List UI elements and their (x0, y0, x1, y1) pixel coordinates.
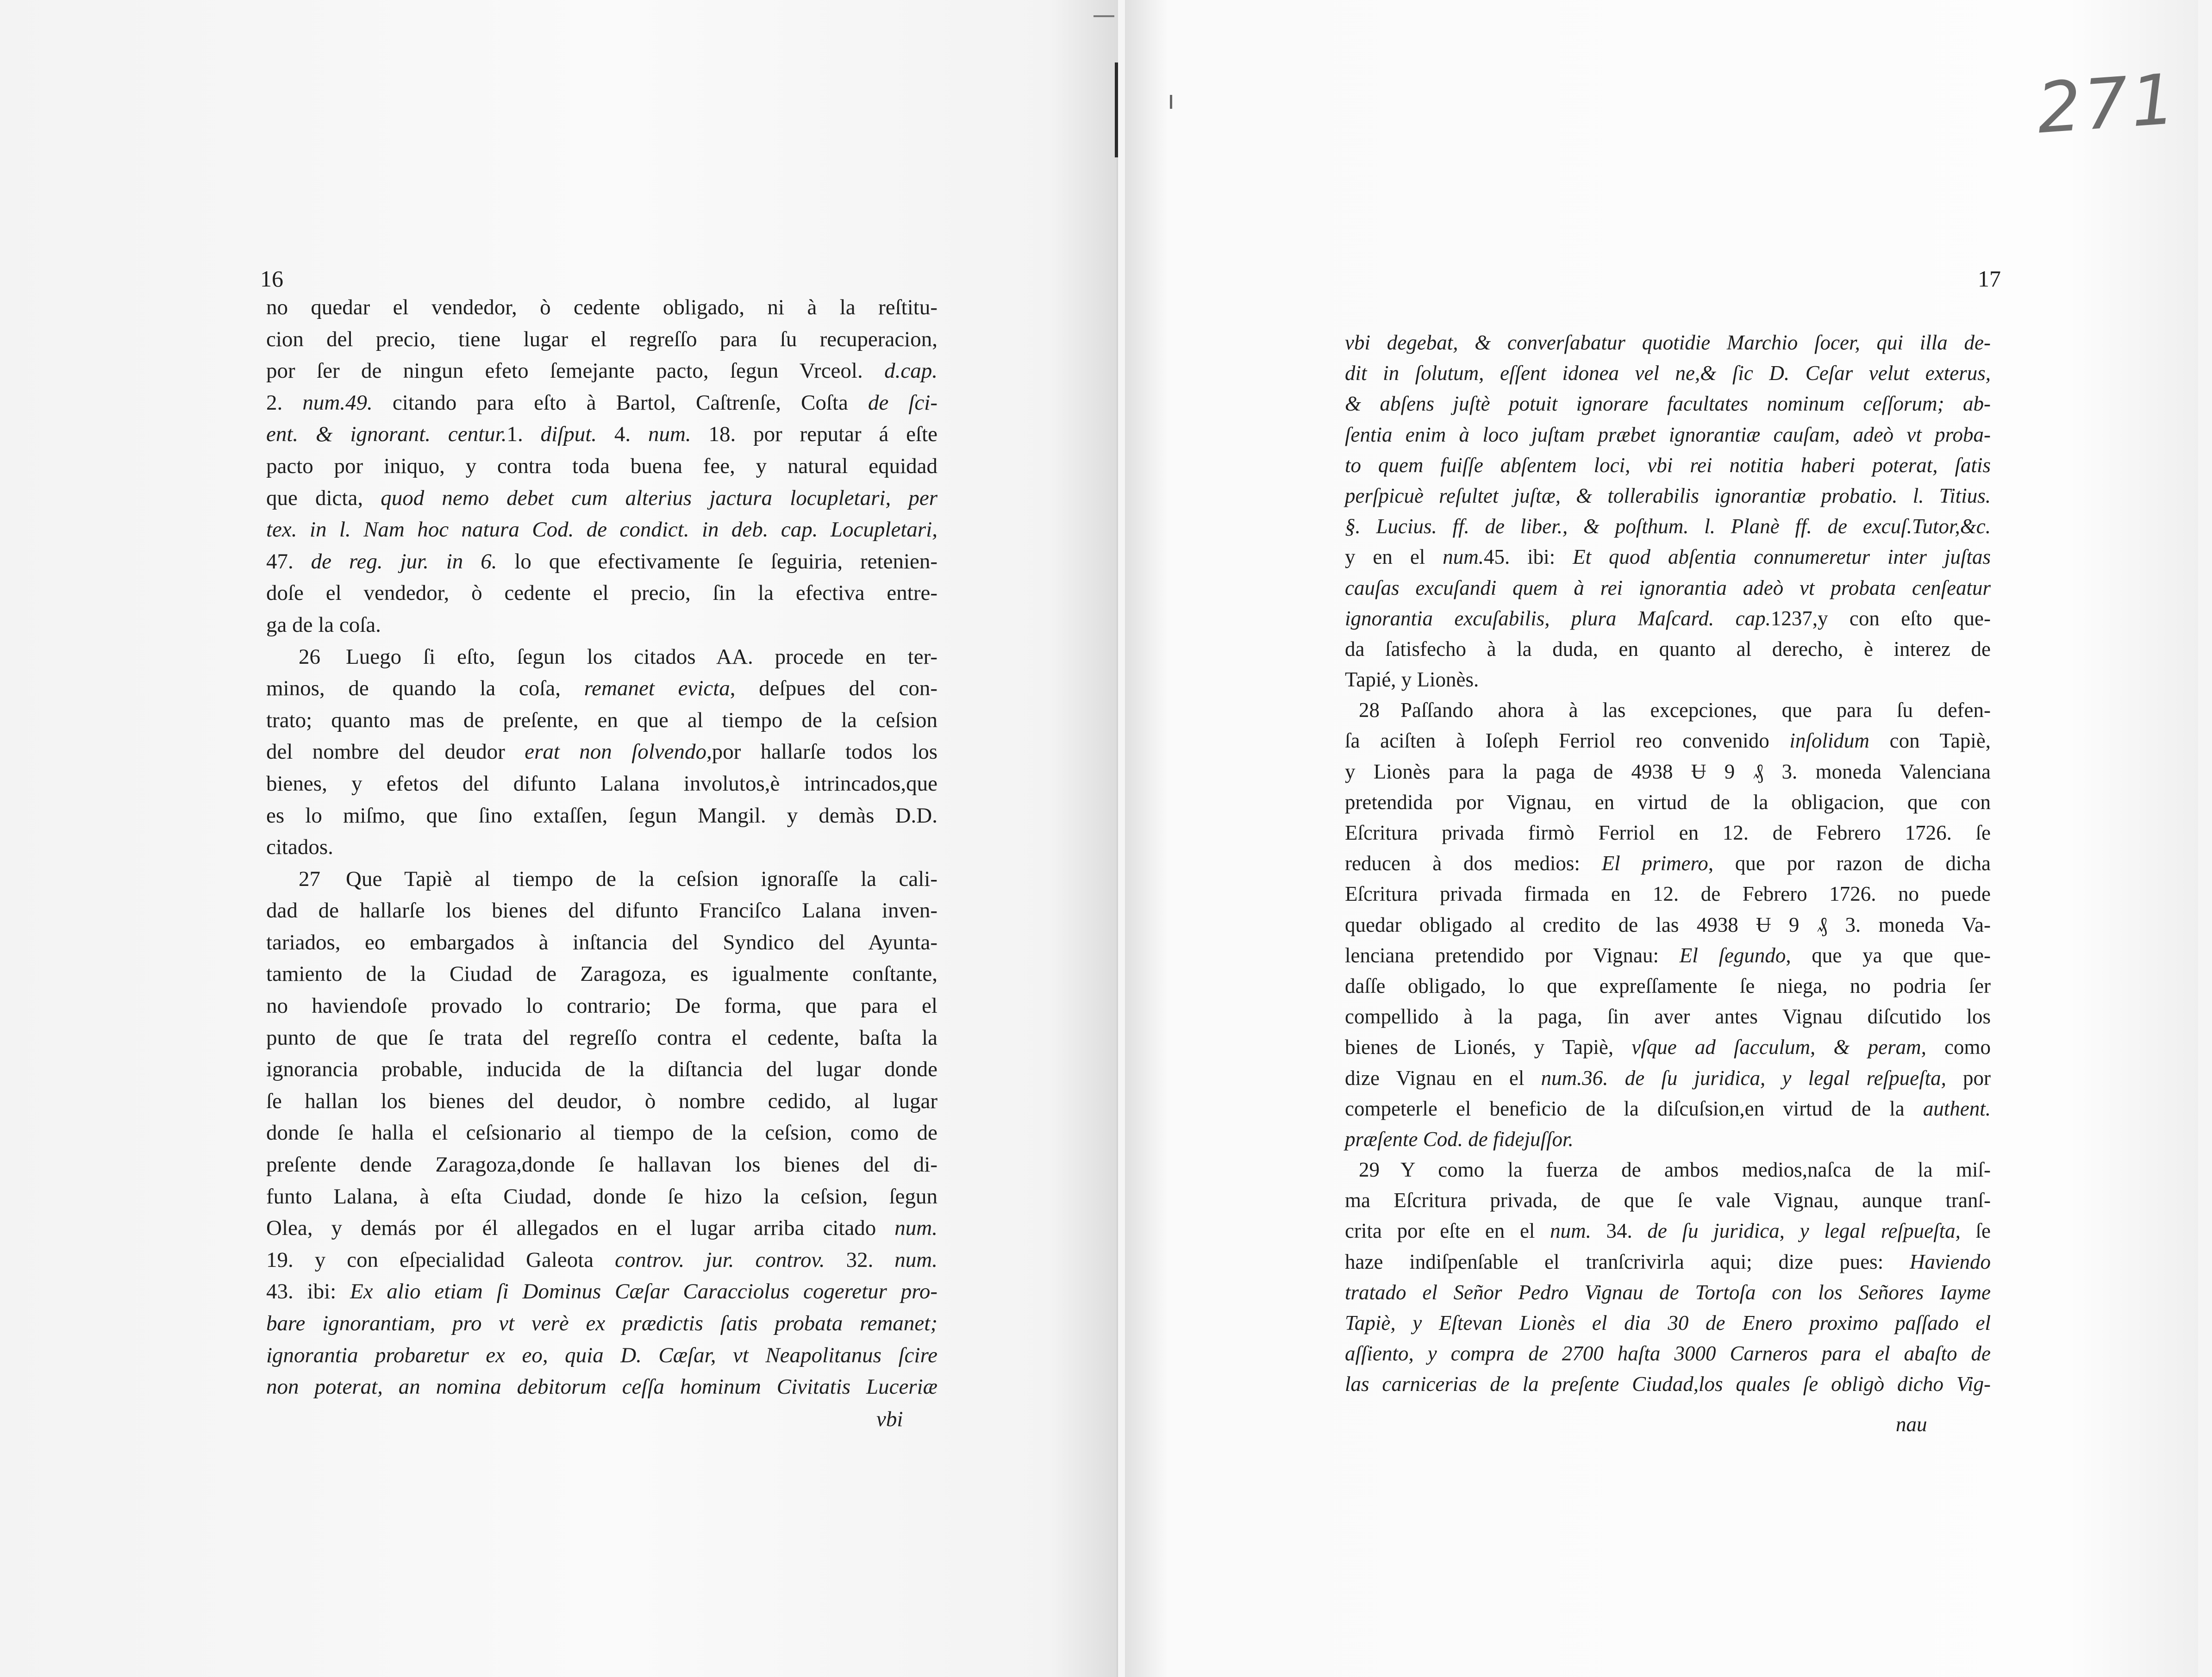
italic-text: tratado el Señor Pedro Vignau de Tortoſa con los Señores Iayme (1345, 1280, 1991, 1304)
italic-text: num. (894, 1247, 937, 1272)
italic-text: num. (1443, 545, 1484, 569)
top-dash-mark (1094, 15, 1114, 17)
paragraph-first-line (1345, 695, 1991, 725)
text-line (266, 673, 937, 704)
roman-text: 47. (266, 549, 311, 574)
italic-text: d.cap. (884, 359, 937, 383)
roman-text: cion del precio, tiene lugar el regreſſo para ſu recuperacion, (266, 327, 937, 351)
text-line (266, 450, 937, 482)
roman-text: ma Eſcritura privada, de que ſe vale Vignau, aunque tranſ- (1345, 1189, 1991, 1212)
text-line (1345, 848, 1991, 879)
text-line (1345, 1308, 1991, 1338)
italic-text: remanet evicta (584, 676, 730, 701)
text-line (266, 1054, 937, 1085)
roman-text: del nombre del deudor (266, 740, 525, 764)
paragraph-number: 28 (1359, 698, 1380, 722)
text-line (266, 609, 937, 641)
roman-text: pretendida por Vignau, en virtud de la obligacion, que con (1345, 790, 1991, 814)
text-line (266, 990, 937, 1022)
italic-text: & abſens juſtè potuit ignorare facultates nominum ceſſorum; ab- (1345, 392, 1991, 416)
text-line (1345, 1001, 1991, 1032)
text-line (1345, 1216, 1991, 1246)
text-line (266, 927, 937, 959)
text-line (1345, 1032, 1991, 1062)
text-line (1345, 725, 1991, 756)
right-catchword: nau (1896, 1413, 1927, 1436)
italic-text: las carnicerias de la preſente Ciudad,los quales ſe obligò dicho Vig- (1345, 1372, 1991, 1396)
roman-text: doſe el vendedor, ò cedente el precio, ſin la efectiva entre- (266, 581, 937, 605)
roman-text: , deſpues del con- (730, 676, 938, 701)
text-line (266, 768, 937, 800)
text-line (266, 704, 937, 736)
paragraph-number: 27 (299, 867, 320, 891)
text-line (266, 546, 937, 578)
text-line (1345, 1369, 1991, 1399)
text-line (266, 1212, 937, 1244)
roman-text: punto de que ſe trata del regreſſo contra el cedente, baſta la (266, 1025, 937, 1050)
gutter-shadow (1115, 62, 1118, 157)
italic-text: tex. in l. Nam hoc natura Cod. de condict. in deb. cap. Locupletari, (266, 517, 937, 542)
text-line (1345, 664, 1991, 695)
roman-text: Tapié, y Lionès. (1345, 668, 1479, 692)
text-line (1345, 787, 1991, 817)
italic-text: erat non ſolvendo, (525, 740, 712, 764)
italic-text: quod nemo debet cum alterius jactura locupletari, per (381, 486, 937, 510)
italic-text: non poterat, an nomina debitorum ceſſa hominum Civitatis Luceriæ (266, 1375, 937, 1399)
roman-text: trato; quanto mas de preſente, en que al tiempo de la ceſsion (266, 708, 937, 732)
text-line (1345, 573, 1991, 603)
italic-text: num.36. de ſu juridica, y legal reſpueſta, (1541, 1066, 1946, 1090)
text-line (266, 1244, 937, 1276)
italic-text: Et quod abſentia connumeretur inter juſtas (1573, 545, 1991, 569)
text-line (266, 1181, 937, 1213)
roman-text: minos, de quando la coſa, (266, 676, 584, 701)
italic-text: num.49. (302, 390, 373, 415)
italic-text: dit in ſolutum, eſſent idonea vel ne,& ſic D. Ceſar velut exterus, (1345, 362, 1991, 385)
paragraph-number: 26 (299, 644, 320, 669)
italic-text: num. (648, 422, 691, 447)
roman-text: lenciana pretendido por Vignau: (1345, 943, 1680, 967)
text-line (266, 1371, 937, 1403)
text-line (266, 355, 937, 387)
roman-text: por ſer de ningun efeto ſemejante pacto, ſegun Vrceol. (266, 359, 885, 383)
italic-text: to quem fuiſſe abſentem loci, vbi rei notitia haberi poterat, ſatis (1345, 453, 1991, 477)
text-line (266, 418, 937, 450)
text-line (1345, 1063, 1991, 1093)
text-line (1345, 327, 1991, 358)
text-line (266, 292, 937, 324)
text-line (266, 324, 937, 355)
roman-text: crita por eſte en el (1345, 1219, 1550, 1243)
paragraph-first-line (266, 863, 937, 895)
roman-text: 1237,y con eſto que- (1770, 606, 1991, 630)
roman-text: haze indiſpenſable el tranſcrivirla aqui; dize pues: (1345, 1250, 1910, 1273)
text-line (1345, 817, 1991, 848)
roman-text: Luego ſi eſto, ſegun los citados AA. procede en ter- (346, 644, 937, 669)
roman-text: ſe hallan los bienes del deudor, ò nombre cedido, al lugar (266, 1089, 937, 1113)
italic-text: controv. jur. controv. (615, 1247, 825, 1272)
roman-text: como (1926, 1035, 1991, 1059)
italic-text: Tapiè, y Eſtevan Lionès el dia 30 de Enero proximo paſſado el (1345, 1311, 1991, 1334)
text-line (1345, 634, 1991, 664)
roman-text: bienes de Lionés, y Tapiè, (1345, 1035, 1632, 1059)
roman-text: bienes, y efetos del difunto Lalana involutos,è intrincados,que (266, 771, 937, 796)
italic-text: Ex alio etiam ſi Dominus Cæſar Caracciolus cogeretur pro- (350, 1279, 937, 1304)
right-page-number: 17 (1978, 266, 2001, 292)
roman-text: da ſatisfecho à la duda, en quanto al derecho, è interez de (1345, 637, 1991, 661)
roman-text: reducen à dos medios: (1345, 852, 1602, 875)
italic-text: perſpicuè reſultet juſtæ, & tollerabilis ignorantiæ probatio. l. Titius. (1345, 484, 1991, 507)
text-line (266, 514, 937, 546)
text-line (266, 1022, 937, 1054)
roman-text: 1. (506, 422, 541, 447)
text-line (1345, 388, 1991, 419)
roman-text: dad de hallarſe los bienes del difunto Franciſco Lalana inven- (266, 898, 937, 923)
roman-text: funto Lalana, à eſta Ciudad, donde ſe hizo la ceſsion, ſegun (266, 1184, 937, 1209)
text-line (266, 387, 937, 419)
text-line (266, 895, 937, 927)
italic-text: authent. (1923, 1097, 1991, 1120)
italic-text: ignorantia probaretur ex eo, quia D. Cæſar, vt Neapolitanus ſcire (266, 1343, 937, 1367)
italic-text: vſque ad ſacculum, & peram, (1631, 1035, 1926, 1059)
paragraph-number: 29 (1359, 1158, 1380, 1182)
italic-text: diſput. (540, 422, 597, 447)
text-line (1345, 603, 1991, 634)
italic-text: §. Lucius. ff. de liber., & poſthum. l. Planè ff. de excuſ.Tutor,&c. (1345, 515, 1991, 538)
paragraph-first-line (1345, 1154, 1991, 1185)
roman-text: 32. (825, 1247, 895, 1272)
roman-text: por hallarſe todos los (712, 740, 937, 764)
left-catchword: vbi (876, 1407, 903, 1431)
text-line (1345, 511, 1991, 542)
roman-text: citados. (266, 835, 333, 860)
gutter-line (1117, 157, 1118, 1677)
text-line (1345, 1338, 1991, 1369)
handwritten-folio-number: 271 (2034, 59, 2181, 150)
roman-text: quedar obligado al credito de las 4938 Ʉ 9 ₰ 3. moneda Va- (1345, 913, 1991, 936)
roman-text: donde ſe halla el ceſsionario al tiempo de la ceſsion, como de (266, 1121, 937, 1145)
left-page-text (266, 292, 937, 1403)
roman-text: ſe (1960, 1219, 1991, 1243)
italic-text: ent. & ignorant. centur. (266, 422, 507, 447)
italic-text: de reg. jur. in 6. (311, 549, 497, 574)
text-line (1345, 542, 1991, 572)
roman-text: ſa aciſten à Ioſeph Ferriol reo convenido (1345, 729, 1790, 753)
roman-text: que dicta, (266, 486, 381, 510)
text-line (1345, 1093, 1991, 1124)
text-line (1345, 879, 1991, 909)
text-line (266, 736, 937, 768)
roman-text: preſente dende Zaragoza,donde ſe hallavan los bienes del di- (266, 1153, 937, 1177)
right-page-text (1345, 327, 1991, 1400)
roman-text: ignorancia probable, inducida de la diſtancia del lugar donde (266, 1057, 937, 1082)
italic-text: præſente Cod. de fidejuſſor. (1345, 1127, 1574, 1151)
left-page-number: 16 (260, 266, 283, 292)
text-line (266, 1308, 937, 1340)
italic-text: ignorantia excuſabilis, plura Maſcard. cap. (1345, 606, 1771, 630)
text-line (266, 958, 937, 990)
italic-text: bare ignorantiam, pro vt verè ex prædictis ſatis probata remanet; (266, 1311, 937, 1335)
text-line (266, 1149, 937, 1181)
roman-text: ga de la coſa. (266, 612, 381, 637)
roman-text: con Tapiè, (1869, 729, 1991, 753)
text-line (1345, 450, 1991, 480)
roman-text: dize Vignau en el (1345, 1066, 1541, 1090)
roman-text: daſſe obligado, lo que expreſſamente ſe niega, no podria ſer (1345, 974, 1991, 997)
italic-text: vbi degebat, & converſabatur quotidie Marchio ſocer, qui illa de- (1345, 331, 1991, 354)
roman-text: , que ya que que- (1786, 943, 1991, 967)
italic-text: El ſegundo (1679, 943, 1786, 967)
roman-text: 45. ibi: (1483, 545, 1573, 569)
roman-text: Y como la fuerza de ambos medios,naſca de la miſ- (1400, 1158, 1991, 1182)
italic-text: aſſiento, y compra de 2700 haſta 3000 Carneros para el abaſto de (1345, 1342, 1991, 1365)
text-line (1345, 971, 1991, 1001)
text-line (1345, 419, 1991, 450)
text-line (266, 1117, 937, 1149)
text-line (1345, 480, 1991, 511)
text-line (266, 577, 937, 609)
roman-text: , que por razon de dicha (1708, 852, 1991, 875)
roman-text: compellido à la paga, ſin aver antes Vignau diſcutido los (1345, 1005, 1991, 1029)
roman-text: no haviendoſe provado lo contrario; De forma, que para el (266, 994, 937, 1018)
ink-mark (1170, 95, 1172, 109)
italic-text: ſentia enim à loco juſtam præbet ignorantiæ cauſam, adeò vt proba- (1345, 423, 1991, 446)
roman-text: no quedar el vendedor, ò cedente obligado, ni à la reſtitu- (266, 295, 937, 319)
italic-text: num. (894, 1216, 937, 1241)
roman-text: 2. (266, 390, 303, 415)
text-line (266, 1085, 937, 1117)
roman-text: es lo miſmo, que ſino extaſſen, ſegun Mangil. y demàs D.D. (266, 803, 937, 828)
italic-text: El primero (1601, 852, 1708, 875)
text-line (266, 831, 937, 863)
text-line (1345, 1185, 1991, 1216)
text-line (1345, 358, 1991, 388)
roman-text: 34. (1591, 1219, 1648, 1243)
paragraph-first-line (266, 641, 937, 673)
roman-text: Eſcritura privada firmò Ferriol en 12. de Febrero 1726. ſe (1345, 821, 1991, 844)
roman-text: tamiento de la Ciudad de Zaragoza, es igualmente conſtante, (266, 962, 937, 986)
italic-text: de ſci- (868, 390, 938, 415)
text-line (266, 1340, 937, 1372)
roman-text: 43. ibi: (266, 1279, 350, 1304)
roman-text: Olea, y demás por él allegados en el lugar arriba citado (266, 1216, 895, 1241)
italic-text: Haviendo (1910, 1250, 1991, 1273)
italic-text: de ſu juridica, y legal reſpueſta, (1647, 1219, 1961, 1243)
roman-text: 19. y con eſpecialidad Galeota (266, 1247, 615, 1272)
text-line (1345, 756, 1991, 787)
roman-text: tariados, eo embargados à inſtancia del Syndico del Ayunta- (266, 930, 937, 954)
text-line (266, 800, 937, 832)
roman-text: competerle el beneficio de la diſcuſsion,en virtud de la (1345, 1097, 1923, 1120)
roman-text: 18. por reputar á eſte (691, 422, 938, 447)
roman-text: pacto por iniquo, y contra toda buena fee, y natural equidad (266, 454, 937, 478)
roman-text: Que Tapiè al tiempo de la ceſsion ignoraſſe la cali- (346, 867, 937, 891)
text-line (1345, 910, 1991, 940)
roman-text: y Lionès para la paga de 4938 Ʉ 9 ₰ 3. moneda Valenciana (1345, 760, 1991, 783)
roman-text: Eſcritura privada firmada en 12. de Febrero 1726. no puede (1345, 882, 1991, 906)
roman-text: 4. (597, 422, 648, 447)
italic-text: num. (1550, 1219, 1591, 1243)
text-line (1345, 940, 1991, 971)
roman-text: citando para eſto à Bartol, Caſtrenſe, Coſta (372, 390, 868, 415)
text-line (266, 1276, 937, 1308)
text-line (1345, 1247, 1991, 1277)
roman-text: y en el (1345, 545, 1443, 569)
text-line (1345, 1124, 1991, 1154)
roman-text: lo que efectivamente ſe ſeguiria, retenien- (497, 549, 938, 574)
roman-text: Paſſando ahora à las excepciones, que para ſu defen- (1400, 698, 1991, 722)
italic-text: inſolidum (1789, 729, 1869, 753)
roman-text: por (1946, 1066, 1991, 1090)
text-line (1345, 1277, 1991, 1308)
text-line (266, 482, 937, 514)
italic-text: cauſas excuſandi quem à rei ignorantia adeò vt probata cenſeatur (1345, 576, 1991, 599)
